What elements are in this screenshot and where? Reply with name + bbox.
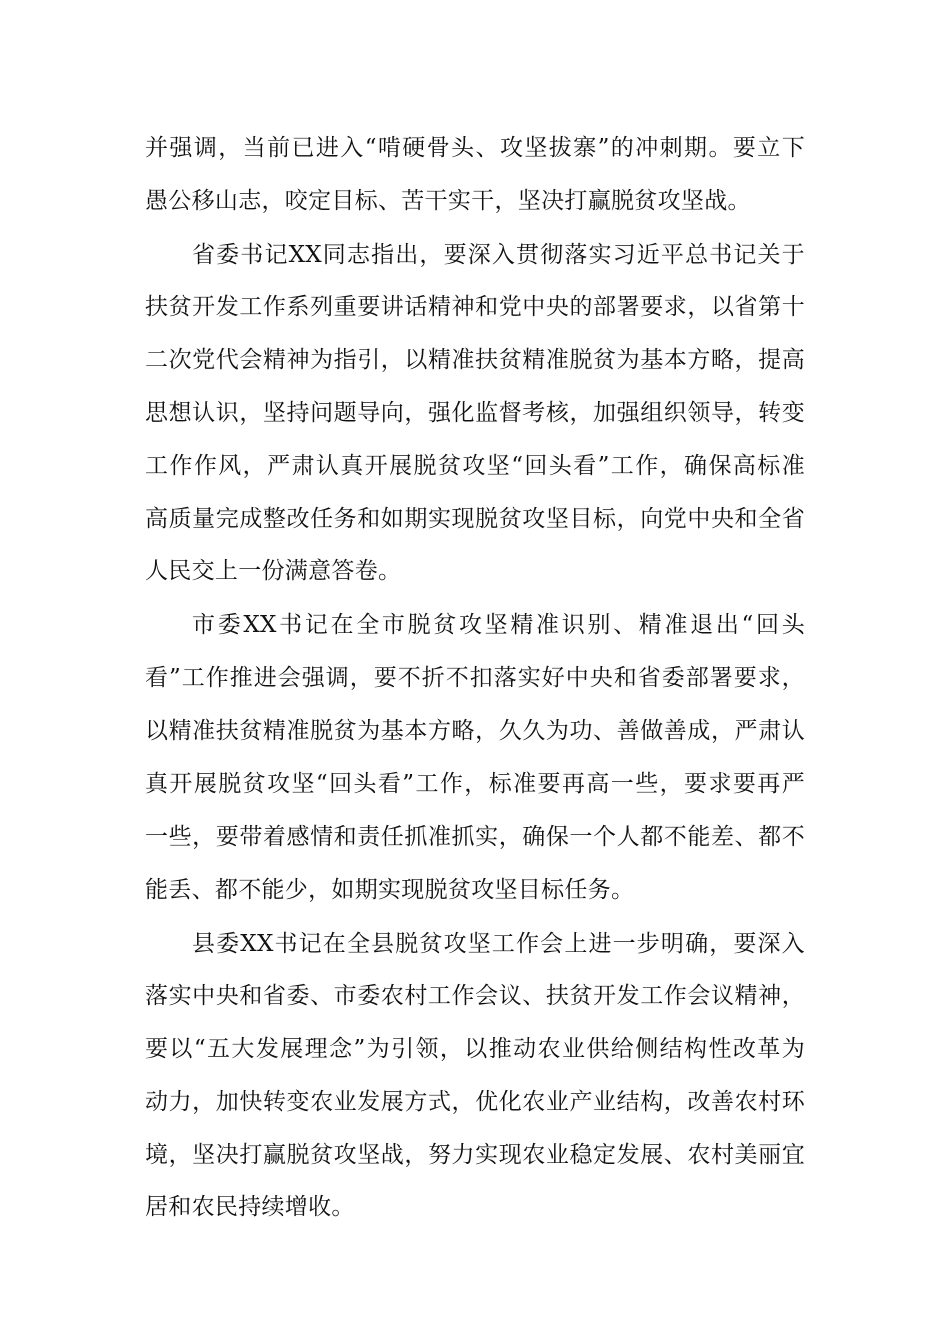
paragraph-3-line-5: 一些，要带着感情和责任抓准抓实，确保一个人都不能差、都不 [145,824,805,850]
paragraph-3-line-6: 能丢、都不能少，如期实现脱贫攻坚目标任务。 [145,877,635,903]
paragraph-2-line-1: 省委书记XX同志指出，要深入贯彻落实习近平总书记关于 [192,242,805,268]
paragraph-4-line-4: 动力，加快转变农业发展方式，优化农业产业结构，改善农村环 [145,1089,805,1115]
paragraph-2-line-5: 工作作风，严肃认真开展脱贫攻坚“回头看”工作，确保高标准 [145,453,805,479]
paragraph-4-line-3: 要以“五大发展理念”为引领，以推动农业供给侧结构性改革为 [145,1036,805,1062]
paragraph-2-line-6: 高质量完成整改任务和如期实现脱贫攻坚目标，向党中央和全省 [145,506,805,532]
paragraph-1-line-1: 并强调，当前已进入“啃硬骨头、攻坚拔寨”的冲刺期。要立下 [145,135,805,161]
paragraph-3-line-2: 看”工作推进会强调，要不折不扣落实好中央和省委部署要求， [145,665,805,691]
paragraph-4-line-6: 居和农民持续增收。 [145,1194,355,1220]
paragraph-3-line-1: 市委XX书记在全市脱贫攻坚精准识别、精准退出“回头 [192,612,805,638]
paragraph-3-line-4: 真开展脱贫攻坚“回头看”工作，标准要再高一些，要求要再严 [145,771,805,797]
paragraph-3-line-3: 以精准扶贫精准脱贫为基本方略，久久为功、善做善成，严肃认 [145,718,805,744]
paragraph-2-line-2: 扶贫开发工作系列重要讲话精神和党中央的部署要求，以省第十 [145,294,805,320]
paragraph-2-line-7: 人民交上一份满意答卷。 [145,558,402,584]
paragraph-4-line-5: 境，坚决打赢脱贫攻坚战，努力实现农业稳定发展、农村美丽宜 [145,1142,805,1168]
paragraph-4-line-2: 落实中央和省委、市委农村工作会议、扶贫开发工作会议精神， [145,983,805,1009]
paragraph-2-line-3: 二次党代会精神为指引，以精准扶贫精准脱贫为基本方略，提高 [145,347,805,373]
paragraph-4-line-1: 县委XX书记在全县脱贫攻坚工作会上进一步明确，要深入 [192,931,805,957]
paragraph-2-line-4: 思想认识，坚持问题导向，强化监督考核，加强组织领导，转变 [145,400,805,426]
paragraph-1-line-2: 愚公移山志，咬定目标、苦干实干，坚决打赢脱贫攻坚战。 [145,188,751,214]
